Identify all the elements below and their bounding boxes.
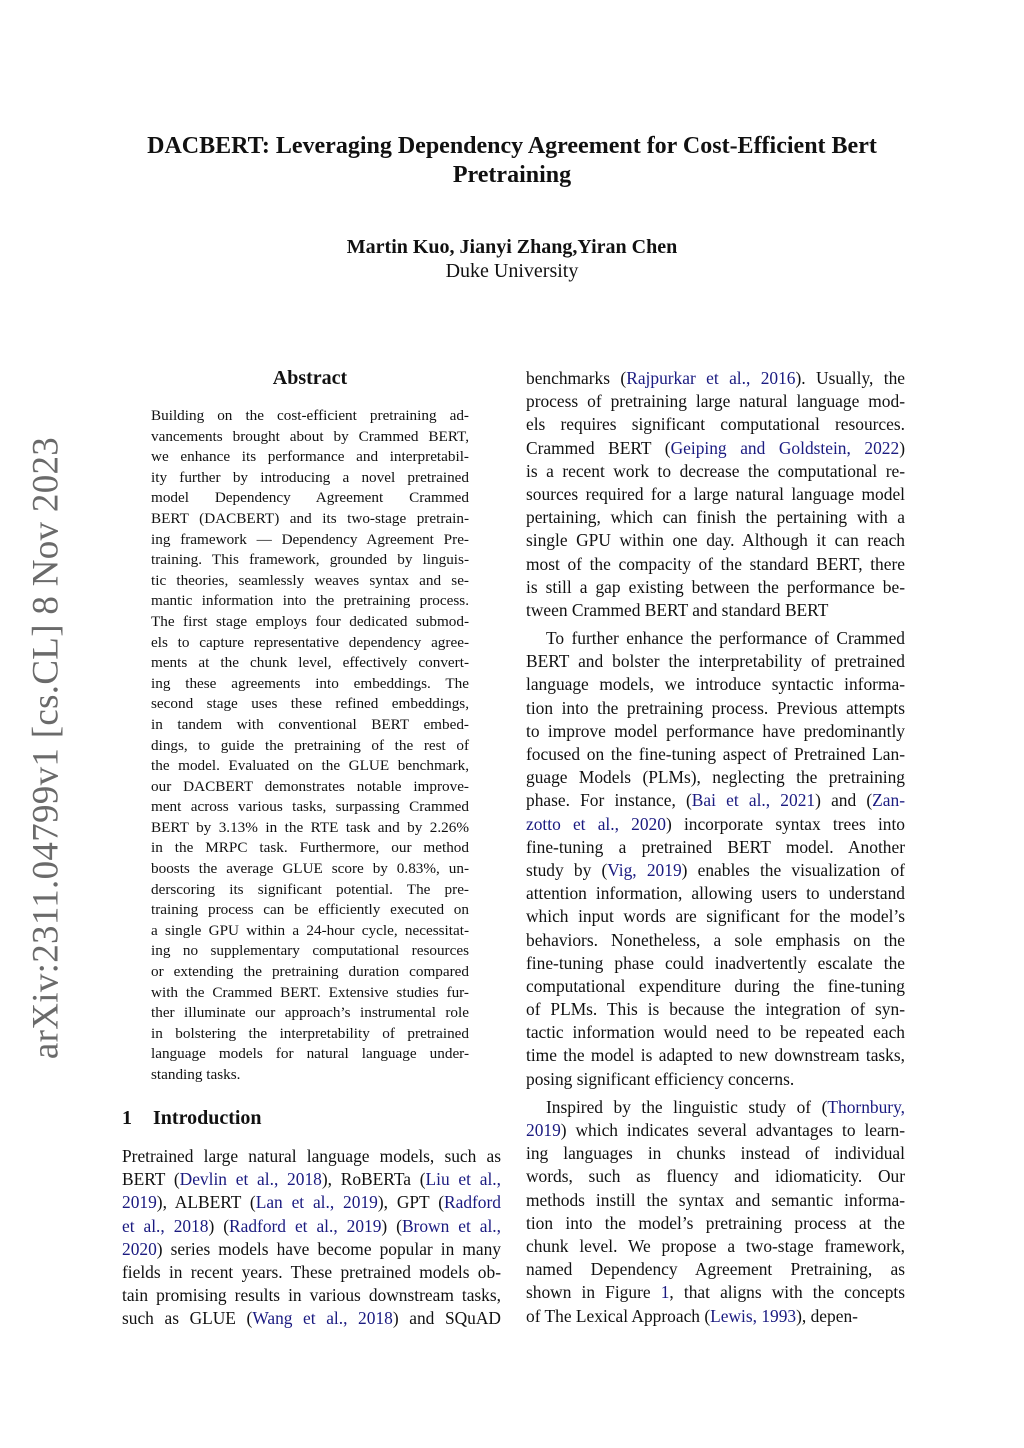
abstract-line: ments at the chunk level, effectively convert- bbox=[151, 654, 469, 672]
abstract-line: tic theories, seamlessly weaves syntax and se- bbox=[151, 571, 469, 589]
citation-link[interactable]: Thornbury, bbox=[827, 1096, 905, 1117]
text-line: sources required for a large natural language model bbox=[526, 483, 905, 504]
abstract-line: in bolstering the interpretability of pretrained bbox=[151, 1024, 469, 1042]
citation-link[interactable]: Radford bbox=[444, 1192, 501, 1213]
text-line: computational expenditure during the fine-tuning bbox=[526, 975, 905, 996]
abstract-line: ment across various tasks, surpassing Crammed bbox=[151, 798, 469, 816]
abstract-line: BERT (DACBERT) and its two-stage pretrain- bbox=[151, 509, 469, 527]
abstract-line: with the Crammed BERT. Extensive studies fur- bbox=[151, 983, 469, 1001]
text-line: Inspired by the linguistic study of (Thornbury, bbox=[546, 1096, 905, 1117]
abstract-line: Building on the cost-efficient pretraining ad- bbox=[151, 407, 469, 424]
text-line: is still a gap existing between the performance be- bbox=[526, 576, 905, 597]
text-line: posing significant efficiency concerns. bbox=[526, 1068, 795, 1089]
text-line: tion into the model’s pretraining process at the bbox=[526, 1212, 905, 1233]
citation-link[interactable]: 2020 bbox=[122, 1238, 157, 1259]
text-line: et al., 2018) (Radford et al., 2019) (Brown et al., bbox=[122, 1215, 501, 1236]
abstract-line: we enhance its performance and interpretabil- bbox=[151, 448, 469, 466]
abstract-line: dings, to guide the pretraining of the rest of bbox=[151, 736, 469, 754]
text-line: 2020) series models have become popular in many bbox=[122, 1238, 501, 1259]
abstract-line: second stage uses these refined embeddings, bbox=[151, 695, 469, 713]
text-line: time the model is adapted to new downstream tasks, bbox=[526, 1045, 905, 1066]
text-line: language models, we introduce syntactic informa- bbox=[526, 674, 905, 695]
abstract-line: derscoring its significant potential. The pre- bbox=[151, 880, 469, 898]
abstract-heading: Abstract bbox=[272, 367, 348, 389]
text-line: 2019), ALBERT (Lan et al., 2019), GPT (Radford bbox=[122, 1192, 501, 1213]
citation-link[interactable]: Lewis, 1993 bbox=[710, 1305, 797, 1326]
abstract-line: standing tasks. bbox=[151, 1066, 241, 1083]
text-line: focused on the fine-tuning aspect of Pretrained Lan- bbox=[526, 744, 905, 764]
abstract-line: boosts the average GLUE score by 0.83%, un- bbox=[151, 860, 469, 878]
citation-link[interactable]: Rajpurkar et al., 2016 bbox=[626, 368, 796, 388]
text-line: ing languages in chunks instead of individual bbox=[526, 1143, 905, 1164]
text-line: fine-tuning a pretrained BERT model. Another bbox=[526, 836, 905, 857]
citation-link[interactable]: Devlin et al., 2018 bbox=[179, 1169, 322, 1190]
text-line: fine-tuning phase could inadvertently escalate the bbox=[526, 952, 905, 973]
text-line: of The Lexical Approach (Lewis, 1993), depen- bbox=[526, 1305, 858, 1326]
text-line: benchmarks (Rajpurkar et al., 2016). Usually, the bbox=[526, 368, 905, 388]
affiliation: Duke University bbox=[445, 260, 579, 282]
author-list: Martin Kuo, Jianyi Zhang,Yiran Chen bbox=[346, 236, 678, 258]
text-line: tain promising results in various downstream tasks, bbox=[122, 1285, 501, 1306]
text-line: To further enhance the performance of Crammed bbox=[546, 628, 905, 649]
citation-link[interactable]: Geiping and Goldstein, 2022 bbox=[670, 437, 900, 458]
citation-link[interactable]: et al., 2018 bbox=[122, 1215, 209, 1236]
arxiv-side-stamp: arXiv:2311.04799v1 [cs.CL] 8 Nov 2023 bbox=[25, 436, 67, 1060]
section-heading-introduction bbox=[122, 1106, 262, 1130]
abstract-line: the model. Evaluated on the GLUE benchmark, bbox=[151, 757, 469, 775]
text-line: such as GLUE (Wang et al., 2018) and SQuAD bbox=[122, 1308, 501, 1329]
paper-title bbox=[112, 132, 912, 190]
abstract-line: The first stage employs four dedicated submod- bbox=[151, 612, 469, 630]
text-line: zotto et al., 2020) incorporate syntax trees into bbox=[526, 813, 905, 834]
citation-link[interactable]: zotto et al., 2020 bbox=[526, 813, 666, 834]
citation-link[interactable]: Lan et al., 2019 bbox=[255, 1192, 378, 1213]
citation-link[interactable]: Wang et al., 2018 bbox=[252, 1308, 393, 1329]
text-line: Crammed BERT (Geiping and Goldstein, 2022) bbox=[526, 437, 905, 458]
text-line: shown in Figure 1, that aligns with the concepts bbox=[526, 1282, 905, 1303]
text-line: methods instill the syntax and semantic informa- bbox=[526, 1189, 905, 1210]
abstract-line: els to capture representative dependency agree- bbox=[151, 633, 469, 651]
text-line: phase. For instance, (Bai et al., 2021) and (Zan- bbox=[526, 790, 906, 811]
citation-link[interactable]: Vig, 2019 bbox=[607, 859, 682, 880]
abstract-line: ing no supplementary computational resources bbox=[151, 942, 469, 960]
text-line: fields in recent years. These pretrained models ob- bbox=[122, 1261, 501, 1282]
abstract-line: training process can be efficiently executed on bbox=[151, 901, 469, 919]
abstract-line: ther illuminate our approach’s instrumental role bbox=[151, 1004, 469, 1022]
abstract-line: in the MRPC task. Furthermore, our method bbox=[151, 839, 469, 857]
abstract-line: mantic information into the pretraining process. bbox=[151, 592, 469, 610]
text-line: BERT and bolster the interpretability of pretrained bbox=[526, 651, 905, 672]
text-line: single GPU within one day. Although it can reach bbox=[526, 530, 905, 551]
text-line: named Dependency Agreement Pretraining, as bbox=[526, 1259, 905, 1280]
paper-title-line-2: Pretraining bbox=[452, 162, 572, 188]
introduction-left-column bbox=[122, 1145, 501, 1331]
abstract-line: ity further by introducing a novel pretrained bbox=[151, 468, 469, 486]
abstract-line: language models for natural language under- bbox=[151, 1045, 469, 1063]
citation-link[interactable]: 2019 bbox=[122, 1192, 157, 1213]
text-line: study by (Vig, 2019) enables the visualization of bbox=[526, 859, 905, 880]
text-line: is a recent work to decrease the computational re- bbox=[526, 460, 905, 481]
abstract-line: ing framework — Dependency Agreement Pre- bbox=[151, 530, 469, 548]
text-line: els requires significant computational resources. bbox=[526, 414, 905, 435]
abstract-body bbox=[151, 406, 469, 1086]
text-line: Pretrained large natural language models, such as bbox=[122, 1146, 501, 1166]
citation-link[interactable]: 1 bbox=[660, 1282, 670, 1303]
text-line: tactic information would need to be repeated each bbox=[526, 1022, 905, 1043]
text-line: chunk level. We propose a two-stage framework, bbox=[526, 1235, 905, 1256]
citation-link[interactable]: Radford et al., 2019 bbox=[229, 1215, 382, 1236]
citation-link[interactable]: Bai et al., 2021 bbox=[691, 790, 816, 811]
introduction-right-column bbox=[526, 367, 905, 1328]
paper-title-line-1: DACBERT: Leveraging Dependency Agreement for Cost-Efficient Bert bbox=[147, 133, 877, 159]
abstract-line: ing these agreements into embeddings. The bbox=[151, 674, 469, 692]
text-line: BERT (Devlin et al., 2018), RoBERTa (Liu et al., bbox=[122, 1169, 501, 1190]
abstract-line: training. This framework, grounded by linguis- bbox=[151, 551, 469, 569]
abstract-line: BERT by 3.13% in the RTE task and by 2.26% bbox=[151, 818, 469, 836]
text-line: words, such as fluency and idiomaticity. Our bbox=[526, 1166, 905, 1187]
section-title: Introduction bbox=[153, 1107, 262, 1129]
citation-link[interactable]: Brown et al., bbox=[401, 1215, 501, 1236]
text-line: most of the compacity of the standard BERT, there bbox=[526, 553, 905, 574]
text-line: tion into the pretraining process. Previous attempts bbox=[526, 697, 905, 718]
abstract-line: our DACBERT demonstrates notable improve- bbox=[151, 777, 469, 795]
abstract-line: model Dependency Agreement Crammed bbox=[151, 489, 469, 507]
abstract-line: in tandem with conventional BERT embed- bbox=[151, 715, 469, 733]
section-number: 1 bbox=[122, 1107, 132, 1129]
text-line: pertaining, which can finish the pertaining with a bbox=[526, 507, 905, 528]
text-line: attention information, allowing users to understand bbox=[526, 883, 905, 904]
text-line: which input words are significant for the model’s bbox=[526, 906, 905, 927]
text-line: behaviors. Nonetheless, a sole emphasis on the bbox=[526, 929, 905, 950]
text-line: tween Crammed BERT and standard BERT bbox=[526, 599, 829, 620]
abstract-line: a single GPU within a 24-hour cycle, necessitat- bbox=[151, 921, 469, 939]
citation-link[interactable]: 2019 bbox=[526, 1120, 561, 1140]
abstract-line: vancements brought about by Crammed BERT, bbox=[151, 427, 469, 445]
citation-link[interactable]: Liu et al., bbox=[425, 1169, 501, 1190]
abstract-line: or extending the pretraining duration compared bbox=[151, 963, 469, 981]
text-line: 2019) which indicates several advantages to learn- bbox=[526, 1120, 905, 1140]
text-line: guage Models (PLMs), neglecting the pretraining bbox=[526, 767, 905, 788]
text-line: of PLMs. This is because the integration of syn- bbox=[526, 999, 905, 1020]
text-line: process of pretraining large natural language mod- bbox=[526, 391, 905, 412]
text-line: to improve model performance have predominantly bbox=[526, 720, 905, 741]
citation-link[interactable]: Zan- bbox=[872, 790, 906, 811]
